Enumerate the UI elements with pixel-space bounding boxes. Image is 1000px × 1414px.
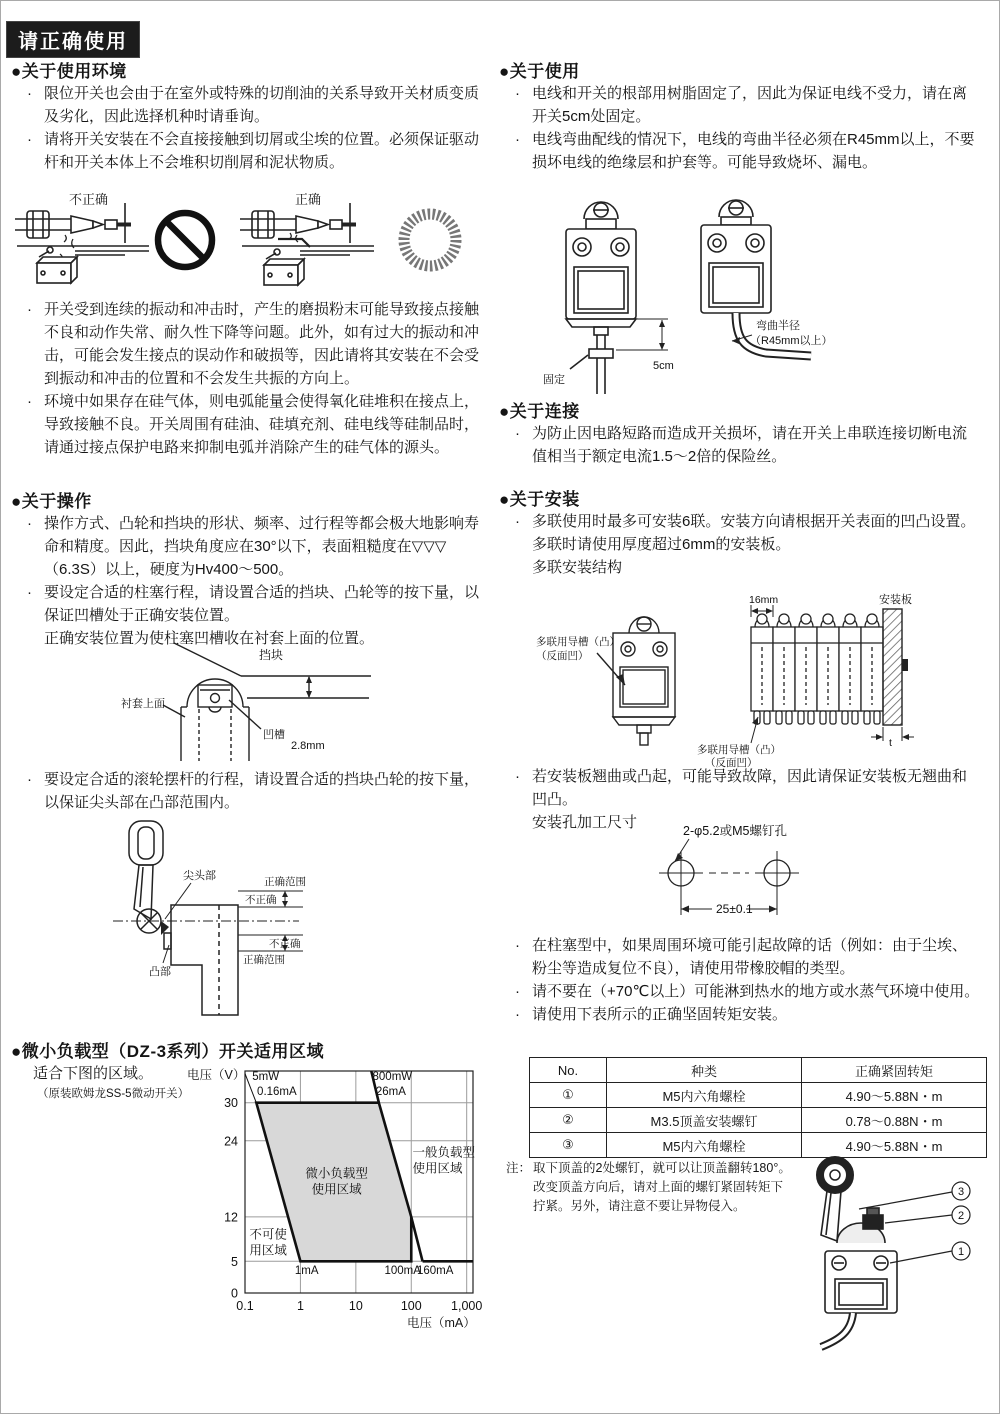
svg-text:一般负载型: 一般负载型 xyxy=(412,1145,475,1160)
mounting-plate-label: 安装板 xyxy=(879,594,912,606)
bullet-marker: · xyxy=(515,131,520,148)
table-note xyxy=(506,1159,826,1216)
bullet-marker: · xyxy=(515,937,520,954)
callout-1: 1 xyxy=(957,1246,965,1258)
bullet-marker: · xyxy=(515,983,520,1000)
section-dot: ● xyxy=(499,490,510,509)
svg-text:24: 24 xyxy=(224,1134,238,1149)
table-row xyxy=(530,1083,987,1108)
bullet-text: 多联时请使用厚度超过6mm的安装板。 xyxy=(532,536,791,553)
bend-radius-label-2: （R45mm以上） xyxy=(750,335,833,347)
fix-label: 固定 xyxy=(543,374,565,386)
section-dot: ● xyxy=(11,62,22,81)
svg-text:10: 10 xyxy=(348,1299,363,1313)
svg-text:0: 0 xyxy=(231,1286,238,1301)
cell-kind: M3.5顶盖安装螺钉 xyxy=(607,1108,802,1133)
section-heading-connection xyxy=(499,397,580,422)
torque-callout-switch-diagram xyxy=(793,1151,991,1356)
page-title-badge: 请正确使用 xyxy=(6,21,140,58)
section-title: 关于操作 xyxy=(21,492,92,511)
bullet-marker xyxy=(27,627,44,650)
plunger-groove-diagram xyxy=(119,641,379,766)
bullet-text: 要设定合适的滚轮摆杆的行程，请设置合适的挡块凸轮的按下量，以保证尖头部在凸部范围内。 xyxy=(44,771,480,811)
bullet-text: 电线弯曲配线的情况下，电线的弯曲半径必须在R45mm以上，不要损坏电线的绝缘层和护套等。可能导致烧坏、漏电。 xyxy=(532,131,975,171)
connection-bullets xyxy=(515,422,981,468)
cell-torque: 4.90～5.88N・m xyxy=(802,1133,987,1158)
cell-kind: M5内六角螺栓 xyxy=(607,1083,802,1108)
note-line: 改变顶盖方向后，请对上面的螺钉紧固转矩下 xyxy=(533,1180,784,1194)
svg-text:用区域: 用区域 xyxy=(249,1243,287,1258)
bullet-marker: · xyxy=(27,301,32,318)
list-item xyxy=(515,765,981,811)
bullet-text: 电线和开关的根部用树脂固定了，因此为保证电线不受力，请在离开关5cm处固定。 xyxy=(532,85,968,125)
svg-text:30: 30 xyxy=(224,1096,238,1111)
section-dot: ● xyxy=(11,1042,22,1061)
list-item xyxy=(27,581,489,627)
list-item xyxy=(515,1003,981,1026)
bullet-text: 操作方式、凸轮和挡块的形状、频率、过行程等都会极大地影响寿命和精度。因此，挡块角度应在30°以下，表面粗糙度在▽▽▽（6.3S）以上，硬度为Hv400～500。 xyxy=(44,515,480,578)
callout-3: 3 xyxy=(957,1186,965,1198)
environment-bullets-2 xyxy=(27,298,489,459)
bullet-text: 环境中如果存在硅气体，则电弧能量会使得氧化硅堆积在接点上，导致接触不良。开关周围有硅油、硅填充剂、硅电线等硅制品时，请通过接点保护电路来抑制电弧并消除产生的硅气体的源头。 xyxy=(44,393,480,456)
operation-bullets-2 xyxy=(27,768,489,814)
bullet-marker: · xyxy=(27,131,32,148)
16mm-dim-label: 16mm xyxy=(749,594,779,606)
callout-2: 2 xyxy=(957,1210,965,1222)
gang-guide-label-1a: 多联用导槽（凸） xyxy=(536,636,620,648)
machine-chips-incorrect-diagram xyxy=(13,199,153,301)
chart-subcaption: （原装欧姆龙SS-5微动开关） xyxy=(37,1088,190,1100)
bullet-text: 限位开关也会由于在室外或特殊的切削油的关系导致开关材质变质及劣化，因此选择机种时请垂询。 xyxy=(44,85,480,125)
bend-radius-label-1: 弯曲半径 xyxy=(756,320,800,332)
list-item xyxy=(515,422,981,468)
bullet-text: 要设定合适的柱塞行程，请设置合适的挡块、凸轮等的按下量，以保证凹槽处于正确安装位置。 xyxy=(44,584,480,624)
svg-text:1: 1 xyxy=(296,1299,304,1313)
section-title: 微小负载型（DZ-3系列）开关适用区域 xyxy=(21,1042,325,1061)
bullet-text: 若安装板翘曲或凸起，可能导致故障，因此请保证安装板无翘曲和凹凸。 xyxy=(532,768,968,808)
ng-label-bottom: 不正确 xyxy=(269,938,301,950)
list-item xyxy=(515,556,981,579)
cell-no: ② xyxy=(530,1108,607,1133)
svg-text:800mW: 800mW xyxy=(372,1070,413,1083)
bullet-marker: · xyxy=(515,513,520,530)
list-item xyxy=(27,298,489,390)
bullet-marker xyxy=(515,556,532,579)
list-item xyxy=(515,82,981,128)
section-title: 关于使用环境 xyxy=(21,62,127,81)
cell-torque: 0.78～0.88N・m xyxy=(802,1108,987,1133)
stopper-label: 挡块 xyxy=(259,648,284,662)
svg-text:5mW: 5mW xyxy=(252,1070,280,1083)
section-dot: ● xyxy=(11,492,22,511)
svg-text:使用区域: 使用区域 xyxy=(311,1182,362,1197)
col-header-no: No. xyxy=(530,1058,607,1083)
hole-pitch-dim-label: 25±0.1 xyxy=(716,902,753,916)
section-heading-installation xyxy=(499,485,580,510)
use-bullets xyxy=(515,82,981,174)
bullet-text: 为防止因电路短路而造成开关损坏，请在开关上串联连接切断电流值相当于额定电流1.5～2倍的保险丝。 xyxy=(532,425,968,465)
t-dim-label: t xyxy=(889,737,892,749)
gang-guide-label-2a: 多联用导槽（凸） xyxy=(697,744,781,756)
note-line: 拧紧。另外，请注意不要让异物侵入。 xyxy=(533,1199,746,1213)
bullet-text: 多联使用时最多可安装6联。安装方向请根据开关表面的凹凸设置。 xyxy=(532,513,976,530)
bullet-text: 请不要在（+70℃以上）可能淋到热水的地方或水蒸气环境中使用。 xyxy=(532,983,980,1000)
bullet-marker xyxy=(515,533,532,556)
list-item xyxy=(515,510,981,533)
svg-text:使用区域: 使用区域 xyxy=(412,1161,463,1176)
roller-lever-range-diagram xyxy=(99,817,384,1029)
installation-bullets xyxy=(515,510,981,579)
bullet-marker: · xyxy=(515,85,520,102)
cell-no: ① xyxy=(530,1083,607,1108)
section-title: 关于安装 xyxy=(509,490,580,509)
bullet-text: 正确安装位置为使柱塞凹槽收在衬套上面的位置。 xyxy=(44,630,375,647)
mounting-hole-dimension-diagram xyxy=(531,821,951,926)
bullet-text: 请使用下表所示的正确坚固转矩安装。 xyxy=(532,1006,788,1023)
chart-y-axis-label: 电压（V） xyxy=(187,1068,246,1082)
installation-bullets-3 xyxy=(515,934,981,1026)
section-dot: ● xyxy=(499,62,510,81)
convex-label: 凸部 xyxy=(149,966,171,978)
svg-text:0.16mA: 0.16mA xyxy=(257,1086,297,1099)
list-item xyxy=(27,390,489,459)
tip-label: 尖头部 xyxy=(183,870,216,882)
torque-table xyxy=(529,1057,987,1158)
section-heading-environment xyxy=(11,57,127,82)
svg-text:160mA: 160mA xyxy=(416,1264,454,1277)
list-item xyxy=(515,934,981,980)
svg-text:1mA: 1mA xyxy=(294,1264,319,1277)
5cm-dim-label: 5cm xyxy=(653,360,674,372)
chart-caption: 适合下图的区域。 xyxy=(33,1065,154,1082)
incorrect-label: 不正确 xyxy=(69,192,109,207)
bullet-marker: · xyxy=(27,85,32,102)
svg-text:0.1: 0.1 xyxy=(236,1299,254,1313)
bullet-text: 请将开关安装在不会直接接触到切屑或尘埃的位置。必须保证驱动杆和开关本体上不会堆积切削屑和泥状物质。 xyxy=(44,131,480,171)
bullet-text: 开关受到连续的振动和冲击时，产生的磨损粉末可能导致接点接触不良和动作失常、耐久性下降等问题。此外，如有过大的振动和冲击，可能会发生接点的误动作和破损等，因此请将其安装在不会受到振动和冲击的位置和不会发生共振的方向上。 xyxy=(44,301,480,387)
machine-chips-correct-diagram xyxy=(238,199,378,301)
multi-gang-mounting-diagram xyxy=(501,594,993,769)
chart-x-axis-label: 电压（mA） xyxy=(407,1316,476,1330)
bullet-marker: · xyxy=(27,393,32,410)
list-item xyxy=(515,980,981,1003)
gang-guide-label-1b: （反面凹） xyxy=(536,650,589,662)
operation-bullets xyxy=(27,512,489,650)
bullet-marker: · xyxy=(515,1006,520,1023)
bullet-marker: · xyxy=(27,771,32,788)
bullet-marker xyxy=(515,811,532,834)
switch-bend-radius-diagram xyxy=(666,189,916,369)
list-item xyxy=(27,128,489,174)
bullet-marker: · xyxy=(27,515,32,532)
section-heading-use xyxy=(499,57,580,82)
cell-kind: M5内六角螺栓 xyxy=(607,1133,802,1158)
bullet-marker: · xyxy=(515,425,520,442)
ok-circle-icon xyxy=(395,205,465,275)
gang-guide-label-2b: （反面凹） xyxy=(705,757,758,769)
table-row xyxy=(530,1108,987,1133)
svg-text:100mA: 100mA xyxy=(384,1264,421,1277)
note-label: 注： xyxy=(506,1161,532,1175)
bushing-top-label: 衬套上面 xyxy=(121,698,165,710)
cell-torque: 4.90～5.88N・m xyxy=(802,1083,987,1108)
svg-text:100: 100 xyxy=(400,1299,422,1313)
section-dot: ● xyxy=(499,402,510,421)
environment-bullets xyxy=(27,82,489,174)
groove-dim-label: 2.8mm xyxy=(291,740,325,752)
list-item xyxy=(27,82,489,128)
list-item xyxy=(515,533,981,556)
svg-text:12: 12 xyxy=(224,1210,238,1225)
svg-text:26mA: 26mA xyxy=(375,1086,406,1099)
svg-text:微小负载型: 微小负载型 xyxy=(305,1166,368,1181)
groove-label: 凹槽 xyxy=(263,729,285,741)
section-title: 关于使用 xyxy=(509,62,580,81)
list-item xyxy=(515,128,981,174)
svg-text:1,000: 1,000 xyxy=(451,1299,483,1313)
ok-range-label-bottom: 正确范围 xyxy=(243,954,285,966)
ok-range-label-top: 正确范围 xyxy=(264,876,306,888)
note-line: 取下顶盖的2处螺钉，就可以让顶盖翻转180°。 xyxy=(533,1161,791,1175)
ng-label-top: 不正确 xyxy=(245,894,277,906)
bullet-marker: · xyxy=(27,584,32,601)
svg-text:不可使: 不可使 xyxy=(249,1227,287,1242)
correct-label: 正确 xyxy=(295,192,322,207)
list-item xyxy=(27,768,489,814)
table-header-row xyxy=(530,1058,987,1083)
cell-no: ③ xyxy=(530,1133,607,1158)
list-item xyxy=(27,512,489,581)
hole-spec-label: 2-φ5.2或M5螺钉孔 xyxy=(683,824,787,838)
bullet-text: 多联安装结构 xyxy=(532,559,623,576)
bullet-text: 在柱塞型中，如果周围环境可能引起故障的话（例如：由于尘埃、粉尘等造成复位不良），请使用带橡胶帽的类型。 xyxy=(532,937,968,977)
prohibition-icon xyxy=(151,206,219,274)
micro-load-chart xyxy=(181,1055,491,1355)
section-title: 关于连接 xyxy=(509,402,580,421)
col-header-torque: 正确紧固转矩 xyxy=(802,1058,987,1083)
section-heading-operation xyxy=(11,487,92,512)
svg-text:5: 5 xyxy=(231,1254,238,1269)
col-header-kind: 种类 xyxy=(607,1058,802,1083)
bullet-text: 安装孔加工尺寸 xyxy=(532,814,638,831)
bullet-marker: · xyxy=(515,768,520,785)
